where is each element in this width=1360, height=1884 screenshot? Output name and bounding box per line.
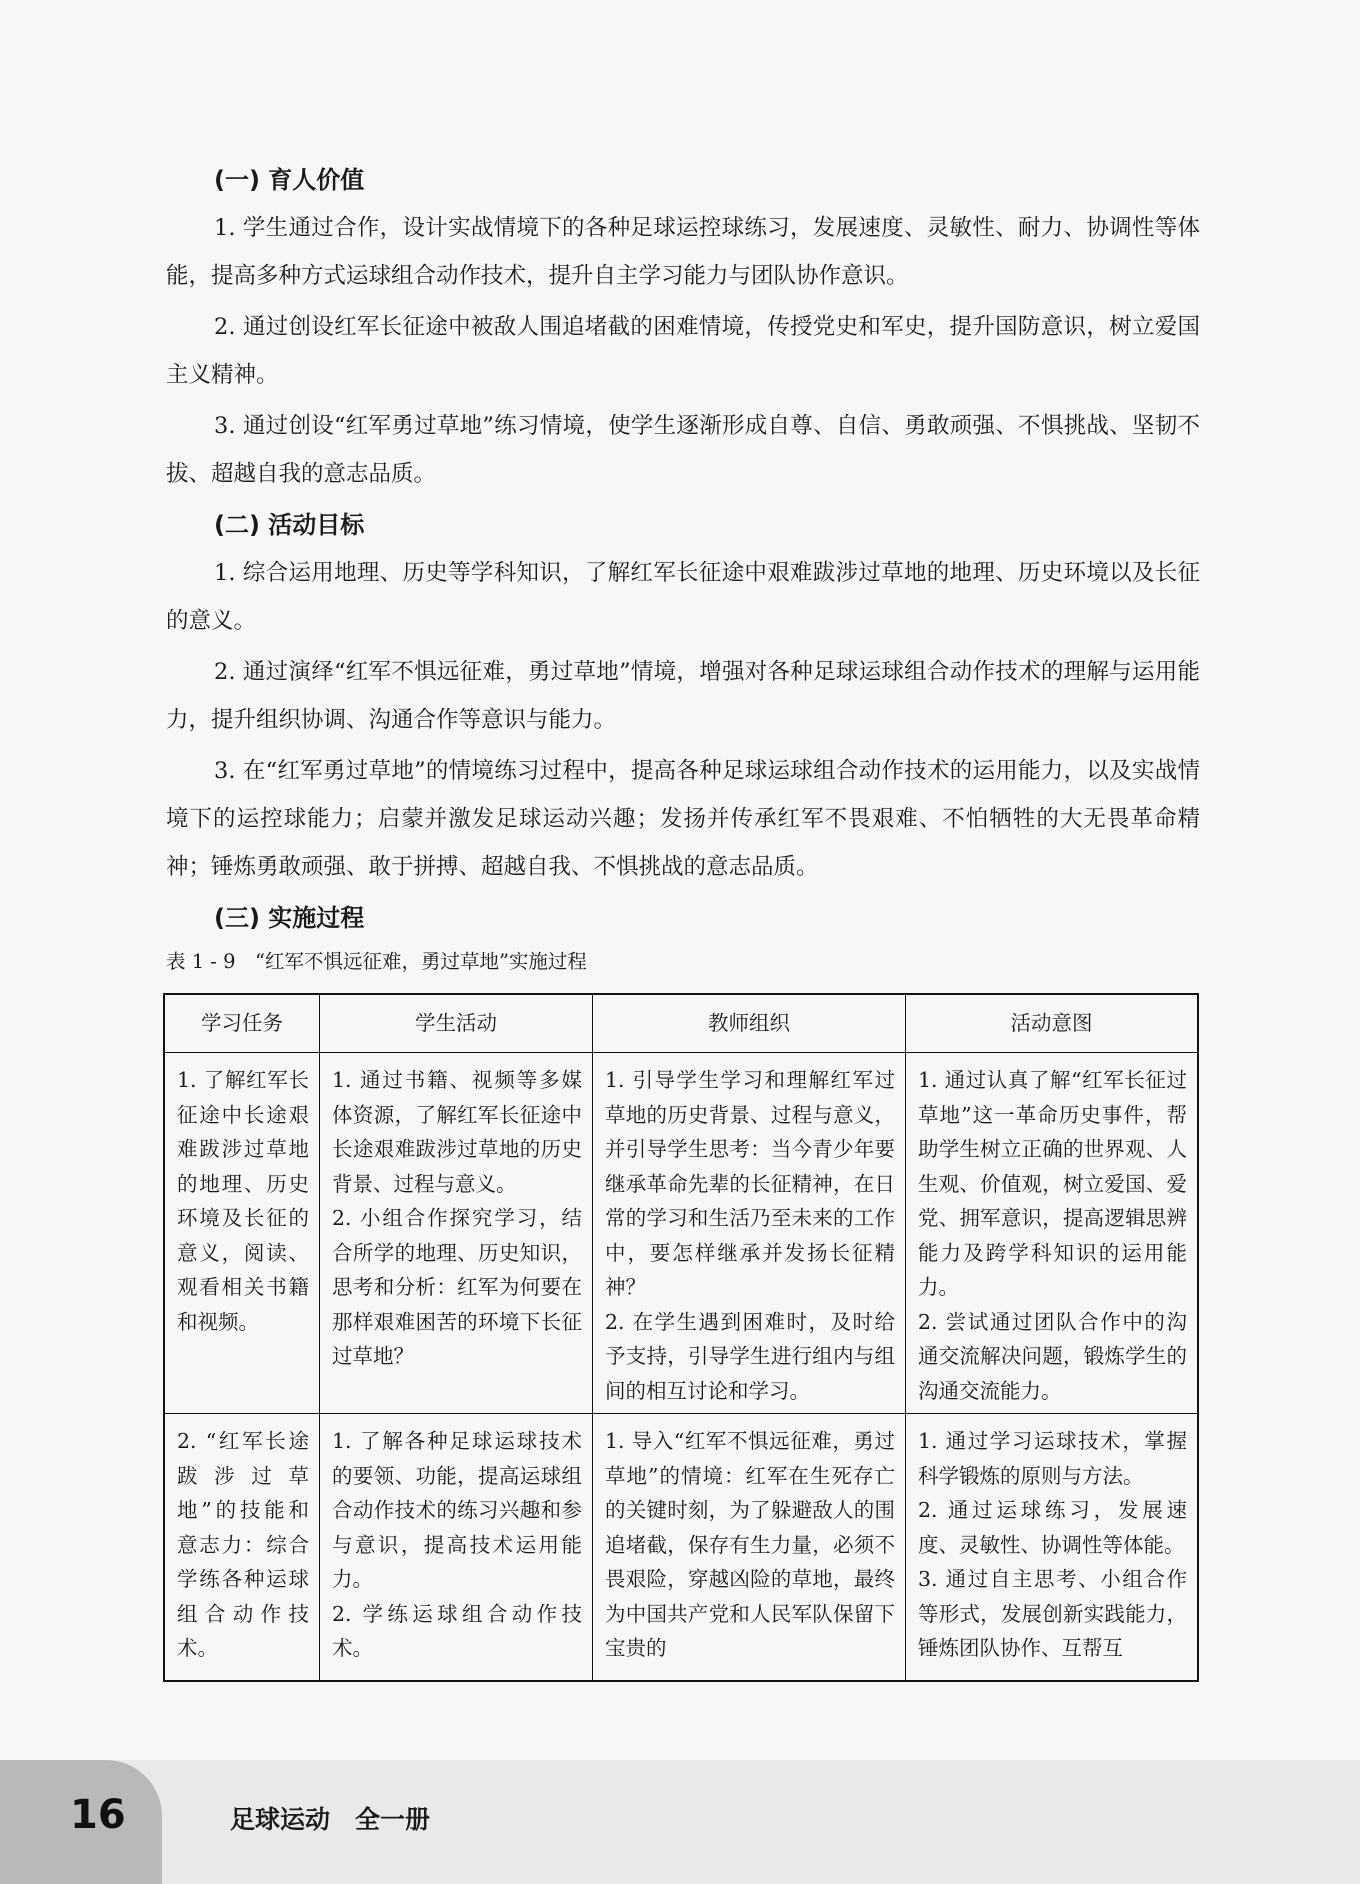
- table-cell: [906, 1414, 1199, 1682]
- table-cell: [320, 1414, 593, 1682]
- header-student-activity: 学生活动: [320, 994, 593, 1053]
- table-row: [164, 1053, 1198, 1414]
- header-teacher-organization: 教师组织: [593, 994, 906, 1053]
- section-heading-3: (三) 实施过程: [214, 904, 365, 932]
- header-learning-task: 学习任务: [164, 994, 320, 1053]
- cell-text: 1. 了解各种足球运球技术的要领、功能，提高运球组合动作技术的练习兴趣和参与意识，提高技术运用能力。: [332, 1429, 582, 1591]
- table-cell: [320, 1053, 593, 1414]
- table-cell: [906, 1053, 1199, 1414]
- table-cell: [164, 1414, 320, 1682]
- cell-text: 2. 学练运球组合动作技术。: [332, 1601, 582, 1660]
- cell-text: 1. 通过学习运球技术，掌握科学锻炼的原则与方法。: [918, 1429, 1187, 1488]
- paragraph: 1. 综合运用地理、历史等学科知识，了解红军长征途中艰难跋涉过草地的地理、历史环境以及长征的意义。: [166, 560, 1200, 634]
- page-number-tab: [0, 1760, 162, 1884]
- table-cell: [164, 1053, 320, 1414]
- cell-text: 2. 通过运球练习，发展速度、灵敏性、协调性等体能。: [918, 1498, 1187, 1557]
- header-activity-intent: 活动意图: [906, 994, 1199, 1053]
- table-caption: 表 1 - 9 “红军不惧远征难，勇过草地”实施过程: [166, 950, 587, 973]
- cell-text: 1. 导入“红军不惧远征难，勇过草地”的情境：红军在生死存亡的关键时刻，为了躲避敌人的围追堵截，保存有生力量，必须不畏艰险，穿越凶险的草地，最终为中国共产党和人民军队保留下宝贵的: [605, 1429, 895, 1660]
- table-row: [164, 1414, 1198, 1682]
- process-table: [163, 993, 1199, 1682]
- cell-text: 1. 通过认真了解“红军长征过草地”这一革命历史事件，帮助学生树立正确的世界观、人生观、价值观，树立爱国、爱党、拥军意识，提高逻辑思辨能力及跨学科知识的运用能力。: [918, 1068, 1187, 1299]
- table-cell: [593, 1053, 906, 1414]
- paragraph: 3. 通过创设“红军勇过草地”练习情境，使学生逐渐形成自尊、自信、勇敢顽强、不惧挑战、坚韧不拔、超越自我的意志品质。: [166, 413, 1200, 487]
- paragraph: 2. 通过创设红军长征途中被敌人围追堵截的困难情境，传授党史和军史，提升国防意识，树立爱国主义精神。: [166, 314, 1200, 388]
- cell-text: 1. 了解红军长征途中长途艰难跋涉过草地的地理、历史环境及长征的意义，阅读、观看相关书籍和视频。: [177, 1068, 309, 1334]
- paragraph: 1. 学生通过合作，设计实战情境下的各种足球运控球练习，发展速度、灵敏性、耐力、协调性等体能，提高多种方式运球组合动作技术，提升自主学习能力与团队协作意识。: [166, 215, 1200, 289]
- cell-text: 2. “红军长途跋涉过草地”的技能和意志力：综合学练各种运球组合动作技术。: [177, 1429, 309, 1660]
- section-heading-2: (二) 活动目标: [214, 511, 365, 539]
- cell-text: 2. 在学生遇到困难时，及时给予支持，引导学生进行组内与组间的相互讨论和学习。: [605, 1309, 895, 1403]
- page-footer: [0, 1760, 1360, 1884]
- cell-text: 2. 小组合作探究学习，结合所学的地理、历史知识，思考和分析：红军为何要在那样艰难困苦的环境下长征过草地？: [332, 1206, 582, 1368]
- cell-text: 3. 通过自主思考、小组合作等形式，发展创新实践能力，锤炼团队协作、互帮互: [918, 1567, 1187, 1660]
- cell-text: 1. 通过书籍、视频等多媒体资源，了解红军长征途中长途艰难跋涉过草地的历史背景、过程与意义。: [332, 1068, 582, 1196]
- table-header-row: [164, 994, 1198, 1053]
- page-number: 16: [70, 1792, 126, 1838]
- paragraph: 2. 通过演绎“红军不惧远征难，勇过草地”情境，增强对各种足球运球组合动作技术的理解与运用能力，提升组织协调、沟通合作等意识与能力。: [166, 659, 1200, 733]
- table-cell: [593, 1414, 906, 1682]
- book-title: 足球运动 全一册: [230, 1805, 431, 1834]
- main-content: [166, 156, 1200, 942]
- cell-text: 2. 尝试通过团队合作中的沟通交流解决问题，锻炼学生的沟通交流能力。: [918, 1309, 1187, 1403]
- section-heading-1: (一) 育人价值: [214, 166, 365, 194]
- paragraph: 3. 在“红军勇过草地”的情境练习过程中，提高各种足球运球组合动作技术的运用能力，以及实战情境下的运控球能力；启蒙并激发足球运动兴趣；发扬并传承红军不畏艰难、不怕牺牲的大无畏革命精神；锤炼勇敢顽强、敢于拼搏、超越自我、不惧挑战的意志品质。: [166, 758, 1200, 880]
- cell-text: 1. 引导学生学习和理解红军过草地的历史背景、过程与意义，并引导学生思考：当今青少年要继承革命先辈的长征精神，在日常的学习和生活乃至未来的工作中，要怎样继承并发扬长征精神？: [605, 1068, 895, 1299]
